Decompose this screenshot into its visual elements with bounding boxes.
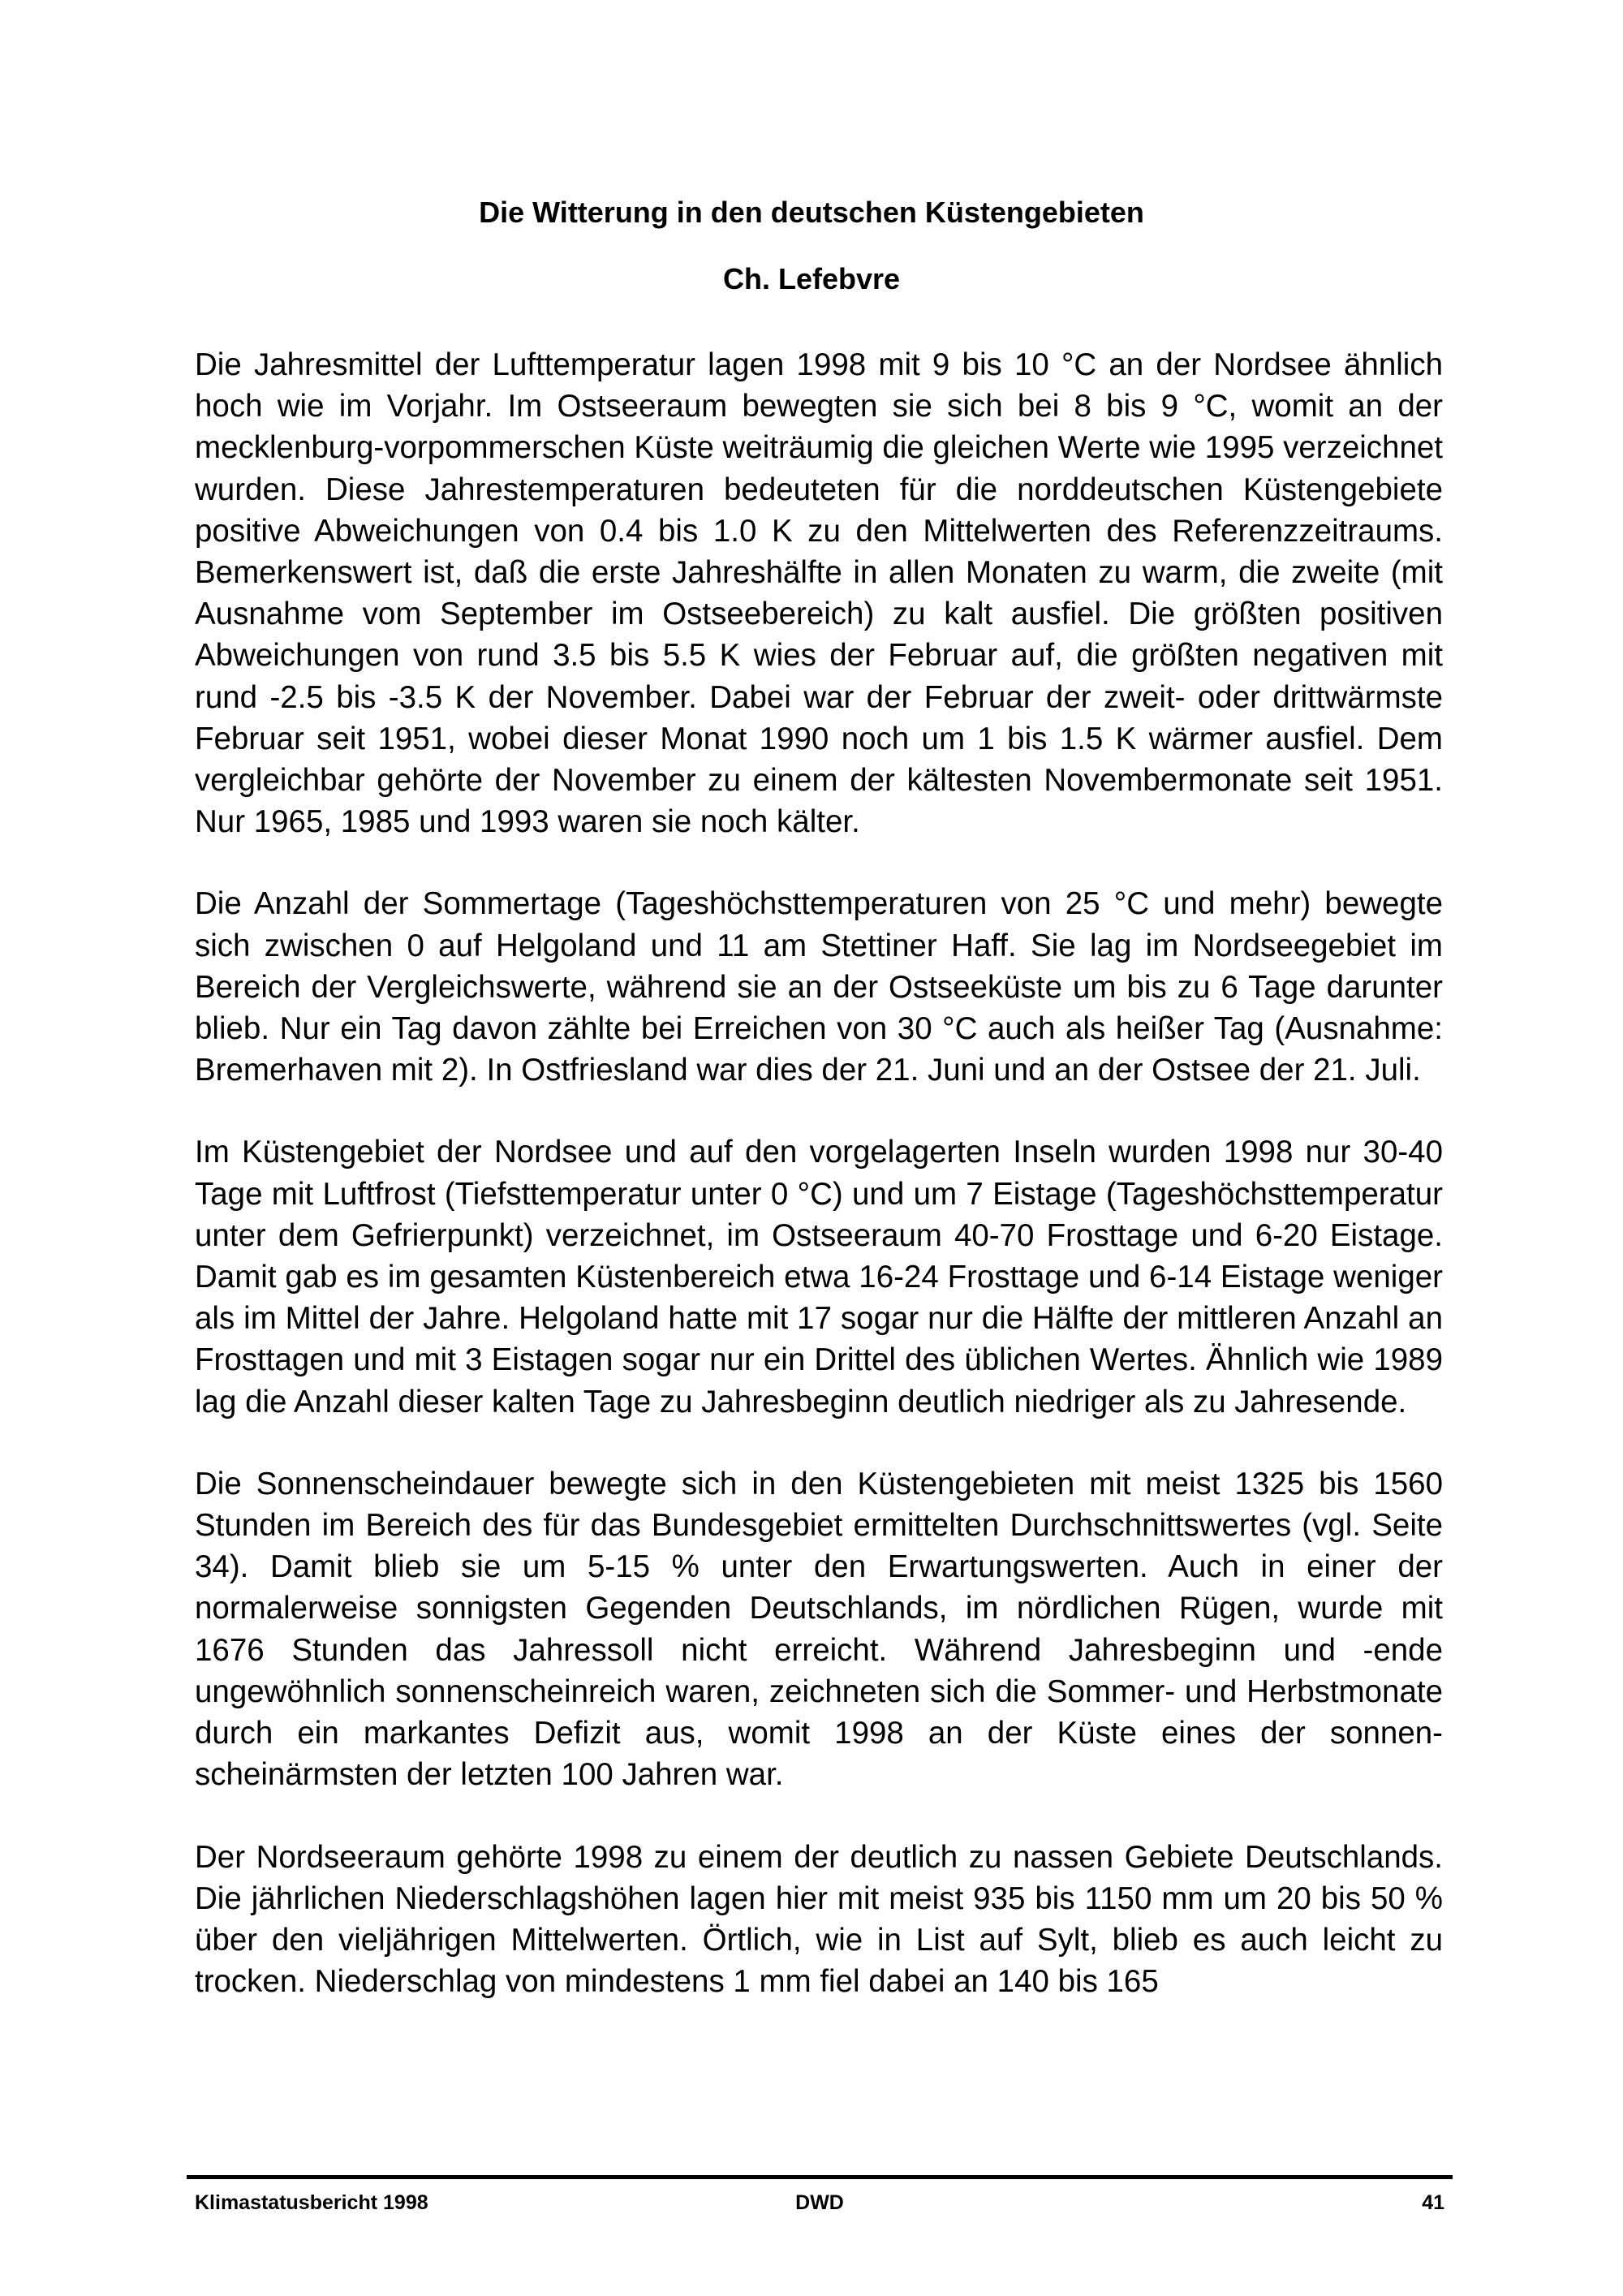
- footer-publisher: DWD: [795, 2191, 844, 2214]
- page-footer: [195, 2191, 1444, 2224]
- page-number: 41: [1422, 2191, 1444, 2214]
- author-name: Ch. Lefebvre: [722, 262, 901, 295]
- footer-divider: [187, 2175, 1453, 2179]
- paragraph-summer-days: Die Anzahl der Sommertage (Tageshöchsttemperaturen von 25 °C und mehr) bewegte sich zwischen 0 auf Helgoland und 11 am Stettiner Haff. Sie lag im Nordseegebiet im Bereich der Vergleichswerte, während sie an der Ostseeküste um bis zu 6 Tage darunter blieb. Nur ein Tag davon zählte bei Erreichen von 30 °C auch als heißer Tag (Ausnahme: Bremerhaven mit 2). In Ostfriesland war dies der 21. Juni und an der Ostsee der 21. Juli.: [195, 886, 1443, 1088]
- paragraph-precipitation: Der Nordseeraum gehörte 1998 zu einem der deutlich zu nassen Gebiete Deutschlands. Die jährlichen Niederschlagshöhen lagen hier mit meist 935 bis 1150 mm um 20 bis 50 % über den vieljährigen Mittelwerten. Örtlich, wie in List auf Sylt, blieb es auch leicht zu trocken. Niederschlag von mindestens 1 mm fiel dabei an 140 bis 165: [195, 1839, 1443, 2000]
- footer-report-title: Klimastatusbericht 1998: [195, 2191, 428, 2214]
- paragraph-frost-days: Im Küstengebiet der Nordsee und auf den vorgelagerten Inseln wurden 1998 nur 30-40 Tage mit Luftfrost (Tiefsttemperatur unter 0 °C) und um 7 Eistage (Tageshöchsttemperatur unter dem Gefrierpunkt) verzeichnet, im Ostseeraum 40-70 Frosttage und 6-20 Eistage. Damit gab es im gesamten Küstenbereich etwa 16-24 Frosttage und 6-14 Eistage weniger als im Mittel der Jahre. Helgoland hatte mit 17 sogar nur die Hälfte der mittleren Anzahl an Frosttagen und mit 3 Eistagen sogar nur ein Drittel des üblichen Wertes. Ähnlich wie 1989 lag die Anzahl dieser kalten Tage zu Jahresbeginn deutlich niedriger als zu Jahresende.: [195, 1135, 1443, 1419]
- paragraph-temperature: Die Jahresmittel der Lufttemperatur lagen 1998 mit 9 bis 10 °C an der Nordsee ähnlich hoch wie im Vorjahr. Im Ostseeraum bewegten sie sich bei 8 bis 9 °C, womit an der mecklenburg-vorpommerschen Küste weiträumig die gleichen Werte wie 1995 verzeichnet wurden. Diese Jahrestemperaturen bedeuteten für die norddeutschen Küstengebiete positive Abweichungen von 0.4 bis 1.0 K zu den Mittelwerten des Referenzzeitraums. Bemerkenswert ist, daß die erste Jahreshälfte in allen Monaten zu warm, die zweite (mit Ausnahme vom September im Ostseebereich) zu kalt ausfiel. Die größten positiven Abweichungen von rund 3.5 bis 5.5 K wies der Februar auf, die größten negativen mit rund -2.5 bis -3.5 K der November. Dabei war der Februar der zweit- oder drittwärmste Februar seit 1951, wobei dieser Monat 1990 noch um 1 bis 1.5 K wärmer ausfiel. Dem vergleichbar gehörte der November zu einem der kältesten Novembermonate seit 1951. Nur 1965, 1985 und 1993 waren sie noch kälter.: [195, 347, 1443, 840]
- paragraph-sunshine: Die Sonnenscheindauer bewegte sich in den Küstengebieten mit meist 1325 bis 1560 Stunden im Bereich des für das Bundesgebiet ermittelten Durchschnittswertes (vgl. Seite 34). Damit blieb sie um 5-15 % unter den Erwartungswerten. Auch in einer der normalerweise sonnigsten Gegenden Deutschlands, im nördlichen Rügen, wurde mit 1676 Stunden das Jahressoll nicht erreicht. Während Jahresbeginn und -ende ungewöhnlich sonnenscheinreich waren, zeichneten sich die Sommer- und Herbstmonate durch ein markantes Defizit aus, womit 1998 an der Küste eines der sonnenscheinärmsten der letzten 100 Jahren war.: [195, 1466, 1443, 1793]
- page-title: Die Witterung in den deutschen Küstengebieten: [479, 196, 1144, 229]
- article-body: [195, 344, 1443, 2043]
